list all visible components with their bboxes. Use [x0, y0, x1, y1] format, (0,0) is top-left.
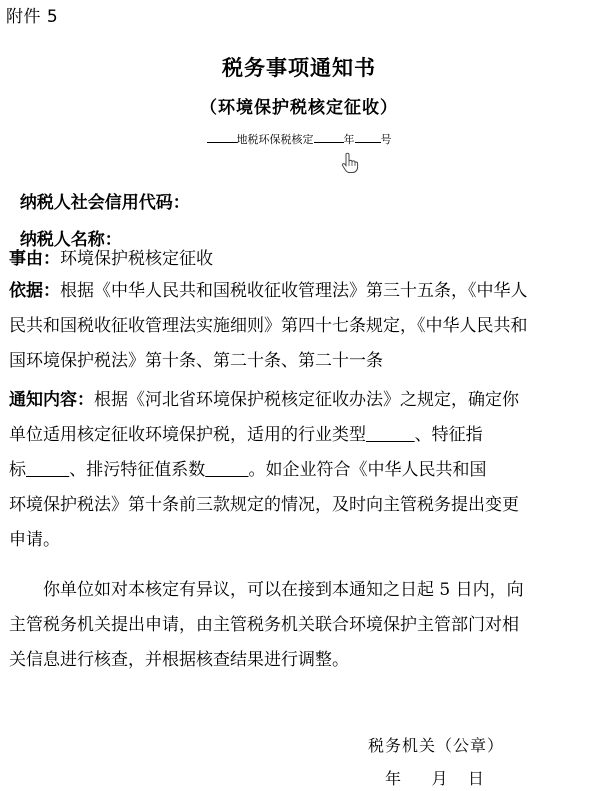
basis-label: 依据： — [9, 281, 60, 301]
basis-paragraph — [9, 274, 598, 379]
docno-blank-year — [314, 132, 344, 143]
matter-row — [9, 244, 213, 269]
basis-line-3: 国环境保护税法》第十条、第二十条、第二十一条 — [9, 351, 383, 371]
notice-content-paragraph — [9, 383, 598, 558]
credit-code-label: 纳税人社会信用代码： — [19, 193, 190, 213]
industry-type-blank — [366, 425, 415, 445]
basis-line-2: 民共和国税收征收管理法实施细则》第四十七条规定，《中华人民共和 — [9, 316, 528, 336]
docno-number: 号 — [380, 133, 392, 146]
docno-blank-prefix — [207, 132, 237, 143]
document-number — [0, 131, 598, 147]
date-year: 年 — [385, 769, 402, 788]
feature-indicator-blank — [26, 460, 69, 480]
notice-title: 税务事项通知书 — [222, 55, 376, 80]
objection-line-3: 关信息进行核查，并根据核查结果进行调整。 — [9, 650, 349, 670]
notice-line-3a: 标 — [9, 460, 26, 480]
matter-label: 事由： — [9, 249, 60, 269]
signature-date — [385, 766, 484, 789]
notice-subtitle: （环境保护税核定征收） — [200, 98, 398, 118]
tax-authority-seal: 税务机关（公章） — [368, 736, 505, 755]
notice-line-5: 申请。 — [9, 530, 60, 550]
docno-text: 地税环保税核定 — [236, 133, 314, 146]
objection-line-1: 你单位如对本核定有异议，可以在接到本通知之日起 5 日内，向 — [43, 580, 524, 600]
notice-line-1: 根据《河北省环境保护税核定征收办法》之规定，确定你 — [94, 390, 519, 410]
objection-paragraph — [9, 573, 598, 678]
docno-year: 年 — [343, 133, 355, 146]
docno-blank-number — [355, 132, 381, 143]
notice-content-label: 通知内容： — [9, 390, 94, 410]
hand-pointer-icon — [338, 152, 360, 174]
notice-line-4: 环境保护税法》第十条前三款规定的情况，及时向主管税务提出变更 — [9, 495, 519, 515]
pollution-coefficient-blank — [205, 460, 248, 480]
notice-line-2b: 、特征指 — [414, 425, 483, 445]
notice-line-3b: 、排污特征值系数 — [69, 460, 206, 480]
date-day: 日 — [467, 769, 484, 788]
date-month: 月 — [431, 769, 448, 788]
taxpayer-name-label: 纳税人名称： — [19, 230, 122, 250]
matter-text: 环境保护税核定征收 — [60, 249, 213, 269]
basis-line-1: 根据《中华人民共和国税收征收管理法》第三十五条，《中华人 — [60, 281, 528, 301]
attachment-label: 附件 5 — [6, 7, 59, 27]
notice-line-3c: 。如企业符合《中华人民共和国 — [248, 460, 487, 480]
objection-line-2: 主管税务机关提出申请，由主管税务机关联合环境保护主管部门对相 — [9, 615, 519, 635]
notice-line-2a: 单位适用核定征收环境保护税，适用的行业类型 — [9, 425, 366, 445]
